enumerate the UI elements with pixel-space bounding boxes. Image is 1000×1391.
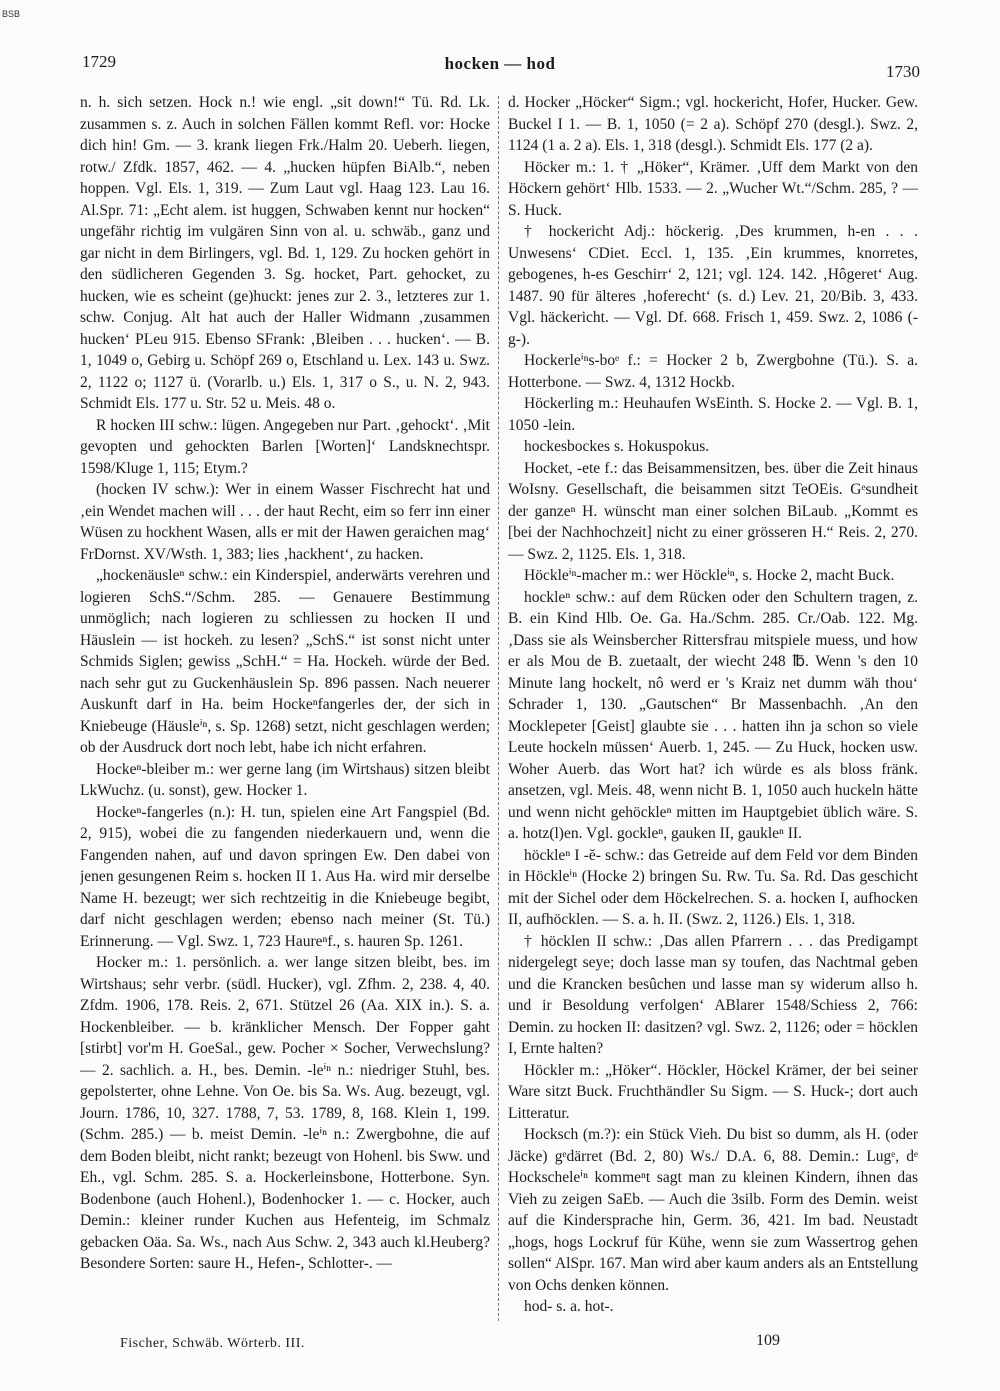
entry-paragraph: Hockerleⁱⁿs-boᵉ f.: = Hocker 2 b, Zwergbohne (Tü.). S. a. Hotterbone. — Swz. 4, 1312 Hockb.: [508, 352, 918, 391]
library-stamp: BSB: [2, 9, 21, 19]
entry-paragraph: höckleⁿ I -ĕ- schw.: das Getreide auf dem Feld vor dem Binden in Höckleⁱⁿ (Hocke 2) bringen Su. Rw. Tu. Sa. Rd. Das geschicht mit der Sichel oder dem Höckelrechen. S. a. hocken I, aufhocken II, aufhöcklen. — S. a. h. II. (Swz. 2, 1126.) Els. 1, 318.: [508, 846, 918, 928]
entry-paragraph: hod- s. a. hot-.: [524, 1298, 614, 1315]
right-column: [508, 92, 918, 1322]
entry-paragraph: n. h. sich setzen. Hock n.! wie engl. „sit down!“ Tü. Rd. Lk. zusammen s. z. Auch in solchen Fällen kommt Refl. vor: Hocke dich hin! Gm. — 3. krank liegen Frk./Halm 20. Ueberh. liegen, rotw./ Zfdk. 1857, 462. — 4. „hucken hüpfen BiAlb.“, neben hoppen. Vgl. Els. 1, 319. — Zum Laut vgl. Haag 123. Lau 16. Al.Spr. 71: „Echt alem. ist huggen, Schwaben kennt nur hocken“ ungefähr richtig im vulgären Sinn von al. u. schwäb., ganz und gar nicht in dem Birlingers, vgl. Bd. 1, 129. Zu hocken gehört in den südlicheren Gegenden 3. Sg. hocket, Part. gehocket, zu hucken, wie es scheint (ge)huckt: jenes zur 2. 3., letzteres zur 1. schw. Conjug. Alt hat auch der Haller Widmann ‚zusammen hucken‘ PLeu 915. Ebenso SFrank: ‚Bleiben . . . hucken‘. — B. 1, 1049 o, Gebirg u. Schöpf 269 o, Etschland u. Lex. 143 u. Swz. 2, 1122 o; 1127 ü. (Vorarlb. u.) Els. 1, 317 o S., u. N. 2, 943. Schmidt Els. 177 u. Str. 52 u. Meis. 48 o.: [80, 94, 490, 412]
page-number-left: 1729: [82, 52, 116, 71]
column-divider: [498, 96, 499, 1321]
entry-paragraph: Hockeⁿ-bleiber m.: wer gerne lang (im Wirtshaus) sitzen bleibt LkWuchz. (u. sonst), gew. Hocker 1.: [80, 760, 490, 799]
entry-paragraph: † höcklen II schw.: ‚Das allen Pfarrern . . . das Predigampt nidergelegt seye; doch lasse man sy toufen, das Nachtmal geben und die Krancken besûchen und lasse man sy widerum allso h. und ir Besoldung verfolgen‘ ABlarer 1548/Schiess 2, 766: Demin. zu hocken II: dasitzen? vgl. Swz. 2, 1126; oder = höcklen I, Ernte halten?: [508, 932, 918, 1057]
entry-paragraph: hockesbockes s. Hokuspokus.: [524, 438, 710, 455]
left-column: [80, 92, 490, 1322]
entry-paragraph: Höckerling m.: Heuhaufen WsEinth. S. Hocke 2. — Vgl. B. 1, 1050 -lein.: [508, 395, 918, 434]
entry-paragraph: Höckleⁱⁿ-macher m.: wer Höckleⁱⁿ, s. Hocke 2, macht Buck.: [524, 567, 895, 584]
page-number-right: 1730: [886, 62, 920, 81]
entry-paragraph: (hocken IV schw.): Wer in einem Wasser Fischrecht hat und ‚ein Wendet machen will . . . der haut Recht, eim so ferr inn einer Wüsen zu hockhent Wasen, alls er mit der Hawen geraichen mag‘ FrDornst. XV/Wsth. 1, 383; lies ‚hackhent‘, zu hacken.: [80, 481, 490, 563]
entry-paragraph: Hocker m.: 1. persönlich. a. wer lange sitzen bleibt, bes. im Wirtshaus; sehr verbr. (südl. Hucker), vgl. Zfhm. 2, 238. 4, 40. Zfdm. 1906, 178. Reis. 2, 671. Stützel 26 (Aa. XIX in.). S. a. Hockenbleiber. — b. kränklicher Mensch. Der Fopper gaht [stirbt] vor'm H. GoeSal., gew. Pocher × Socher, Verwechslung? — 2. sachlich. a. H., bes. Demin. -leⁱⁿ n.: niedriger Stuhl, bes. gepolsterter, ohne Lehne. Von Oe. bis Sa. Ws. Aug. bezeugt, vgl. Journ. 1786, 10, 327. 1788, 7, 53. 1789, 8, 168. Klein 1, 199. (Schm. 285.) — b. meist Demin. -leⁱⁿ n.: Zwergbohne, die auf dem Boden bleibt, nicht rankt; bezeugt von Hohenl. bis Sww. und Eh., vgl. Schm. 285. S. a. Hockerleinsbone, Hotterbone. Syn. Bodenbone (auch Hohenl.), Bodenhocker 1. — c. Hocker, auch Demin.: kleiner runder Kuchen aus Hefenteig, im Schmalz gebacken Oäa. Sa. Ws., nach Aus Schw. 2, 343 auch kl.Heuberg? Besondere Sorten: saure H., Hefen-, Schlotter-. —: [80, 954, 490, 1272]
entry-paragraph: hockleⁿ schw.: auf dem Rücken oder den Schultern tragen, z. B. ein Kind Hlb. Oe. Ga. Ha./Schm. 285. Cr./Oab. 122. Mg. ‚Dass sie als Weinsbercher Rittersfrau mitspiele muess, und how er als Mou de B. zuetaalt, der wiecht 248 ℔. Wenn 's den 10 Minute lang hockelt, nô werd er 's Kraiz net dumm wäh thou‘ Schrader 1, 130. „Gautschen“ Br Massenbachh. ‚An den Mocklepeter [Geist] glaubte sie . . . hatten ihn ja schon so viele Leute hockeln müssen‘ Auerb. 1, 245. — Zu Huck, hocken usw. Woher Auerb. das Wort hat? ich würde es als bloss fränk. ansetzen, vgl. Meis. 48, wenn nicht B. 1, 1050 auch huckeln hätte und wenn nicht gehöckleⁿ mitten im Hauptgebiet üblich wäre. S. a. hotz(l)en. Vgl. gockleⁿ, gauken II, gaukleⁿ II.: [508, 588, 918, 842]
running-title: hocken — hod: [444, 54, 556, 73]
entry-paragraph: d. Hocker „Höcker“ Sigm.; vgl. hockericht, Hofer, Hucker. Gew. Buckel I 1. — B. 1, 1050 (= 2 a). Schöpf 270 (desgl.). Swz. 2, 1124 (1 a. 2 a). Els. 1, 318 (desgl.). Schmidt Els. 177 (2 a).: [508, 94, 918, 154]
entry-paragraph: † hockericht Adj.: höckerig. ‚Des krummen, h-en . . . Unwesens‘ CDiet. Eccl. 1, 135. ‚Ein krummes, knorretes, gebogenes, h-es Geschirr‘ 2, 121; vgl. 124. 142. ‚Hôgeret‘ Aug. 1487. 90 für älteres ‚hoferecht‘ (s. d.) Lev. 21, 20/Bib. 3, 433. Vgl. häckericht. — Vgl. Df. 668. Frisch 1, 459. Swz. 2, 1086 (-g-).: [508, 223, 918, 348]
footer-page-number: 109: [756, 1332, 780, 1349]
entry-paragraph: R hocken III schw.: lügen. Angegeben nur Part. ‚gehockt‘. ‚Mit gevopten und gehockten Barlen [Worten]‘ Landsknechtspr. 1598/Kluge 1, 115; Etym.?: [80, 416, 490, 477]
entry-paragraph: Höckler m.: „Höker“. Höckler, Höckel Krämer, der bei seiner Ware sitzt Buck. Fruchthändler Su Sigm. — S. Huck-; dort auch Litteratur.: [508, 1061, 918, 1122]
entry-paragraph: Hocksch (m.?): ein Stück Vieh. Du bist so dumm, als H. (oder Jäcke) gᵉdärret (Bd. 2, 80) Ws./ D.A. 6, 88. Demin.: Lugᵉ, dᵉ Hockscheleⁱⁿ kommeⁿt sagt man zu kleinen Kindern, ihnen das Vieh zu zeigen SaEb. — Auch die 3silb. Form des Demin. weist auf die Kindersprache hin, Germ. 36, 421. Im bad. Neustadt „hogs, hogs Lockruf für Kühe, wenn sie zum Wassertrog gehen sollen“ AlSpr. 167. Man wird aber kaum anders als an Entstellung von Ochs denken können.: [508, 1126, 918, 1294]
entry-paragraph: Hocket, -ete f.: das Beisammensitzen, bes. über die Zeit hinaus WoIsny. Gesellschaft, die beisammen sitzt TeOEis. Gᵉsundheit der ganzeⁿ H. wünscht man einer solchen BiLaub. „Kommt es [bei der Nachhochzeit] nicht zu einer grösseren H.“ Reis. 2, 270. — Swz. 2, 1125. Els. 1, 318.: [508, 459, 918, 563]
footer-source: Fischer, Schwäb. Wörterb. III.: [120, 1336, 305, 1351]
entry-paragraph: Höcker m.: 1. † „Höker“, Krämer. ‚Uff dem Markt von den Höckern gehört‘ Hlb. 1533. — 2. „Wucher Wt.“/Schm. 285, ? — S. Huck.: [508, 158, 918, 219]
entry-paragraph: „hockenäusleⁿ schw.: ein Kinderspiel, anderwärts verehren und logieren SchS.“/Schm. 285. — Genauere Bestimmung unmöglich; nach logieren zu schliessen zu hocken II und Häuslein — ist hockeh. zu lesen? „SchS.“ ist sonst nicht unter Schmids Siglen; gewiss „SchH.“ = Ha. Hockeh. würde der Bed. nach sehr gut zu Guckenhäuslein Sp. 896 passen. Nach neuerer Auskunft darf in Ha. beim Hockeⁿfangerles der, der sich in Kniebeuge (Häusleⁱⁿ, s. Sp. 1268) setzt, nicht geschlagen werden; ob der Ausdruck dort noch lebt, habe ich nicht erfahren.: [80, 567, 490, 756]
entry-paragraph: Hockeⁿ-fangerles (n.): H. tun, spielen eine Art Fangspiel (Bd. 2, 915), wobei die zu fangenden niederkauern und, wenn die Fangenden nahen, auf und davon springen Ew. Den dabei von jenen gesungenen Reim s. hocken II 1. Aus Ha. wird mir derselbe Name H. bezeugt; wer sich rechtzeitig in die Kniebeuge begibt, darf nicht geschlagen werden; ebenso nach meiner (St. Tü.) Erinnerung. — Vgl. Swz. 1, 723 Haureⁿf., s. hauren Sp. 1261.: [80, 803, 490, 950]
